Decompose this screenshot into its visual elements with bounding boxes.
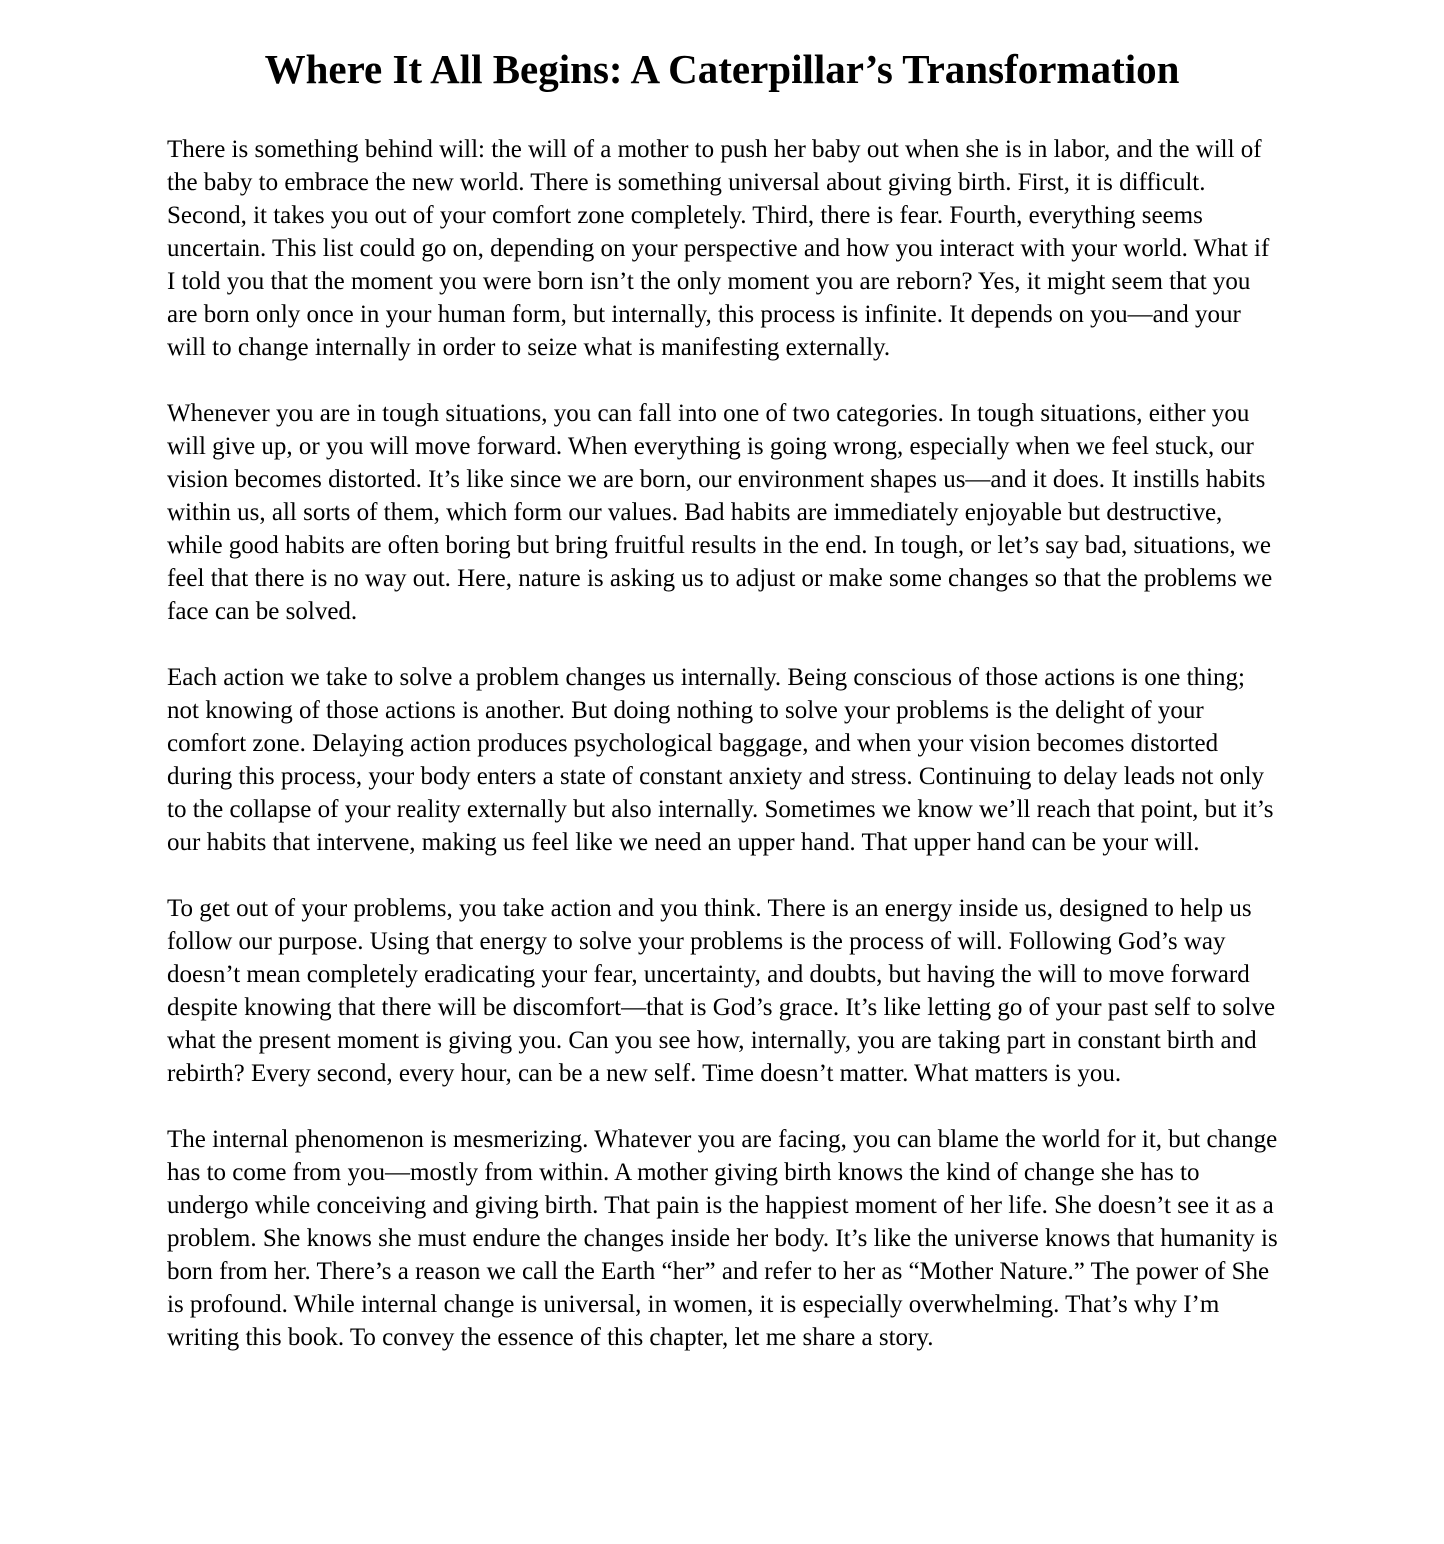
paragraph: There is something behind will: the will of a mother to push her baby out when she is in labor, and the will of the baby to embrace the new world. There is something universal about giving birth. First, it is difficult. Second, it takes you out of your comfort zone completely. Third, there is fear. Fourth, everything seems uncertain. This list could go on, depending on your perspective and how you interact with your world. What if I told you that the moment you were born isn’t the only moment you are reborn? Yes, it might seem that you are born only once in your human form, but internally, this process is infinite. It depends on you—and your will to change internally in order to seize what is manifesting externally.: [167, 136, 1270, 362]
document-body: [167, 133, 1283, 1354]
paragraph: Each action we take to solve a problem changes us internally. Being conscious of those actions is one thing; not knowing of those actions is another. But doing nothing to solve your problems is the delight of your comfort zone. Delaying action produces psychological baggage, and when your vision becomes distorted during this process, your body enters a state of constant anxiety and stress. Continuing to delay leads not only to the collapse of your reality externally but also internally. Sometimes we know we’ll reach that point, but it’s our habits that intervene, making us feel like we need an upper hand. That upper hand can be your will.: [167, 664, 1274, 857]
paragraph: The internal phenomenon is mesmerizing. Whatever you are facing, you can blame the world for it, but change has to come from you—mostly from within. A mother giving birth knows the kind of change she has to undergo while conceiving and giving birth. That pain is the happiest moment of her life. She doesn’t see it as a problem. She knows she must endure the changes inside her body. It’s like the universe knows that humanity is born from her. There’s a reason we call the Earth “her” and refer to her as “Mother Nature.” The power of She is profound. While internal change is universal, in women, it is especially overwhelming. That’s why I’m writing this book. To convey the essence of this chapter, let me share a story.: [167, 1126, 1278, 1352]
page-title: Where It All Begins: A Caterpillar’s Transformation: [264, 46, 1180, 92]
paragraph: Whenever you are in tough situations, you can fall into one of two categories. In tough situations, either you will give up, or you will move forward. When everything is going wrong, especially when we feel stuck, our vision becomes distorted. It’s like since we are born, our environment shapes us—and it does. It instills habits within us, all sorts of them, which form our values. Bad habits are immediately enjoyable but destructive, while good habits are often boring but bring fruitful results in the end. In tough, or let’s say bad, situations, we feel that there is no way out. Here, nature is asking us to adjust or make some changes so that the problems we face can be solved.: [167, 400, 1273, 626]
paragraph: To get out of your problems, you take action and you think. There is an energy inside us, designed to help us follow our purpose. Using that energy to solve your problems is the process of will. Following God’s way doesn’t mean completely eradicating your fear, uncertainty, and doubts, but having the will to move forward despite knowing that there will be discomfort—that is God’s grace. It’s like letting go of your past self to solve what the present moment is giving you. Can you see how, internally, you are taking part in constant birth and rebirth? Every second, every hour, can be a new self. Time doesn’t matter. What matters is you.: [167, 895, 1276, 1088]
